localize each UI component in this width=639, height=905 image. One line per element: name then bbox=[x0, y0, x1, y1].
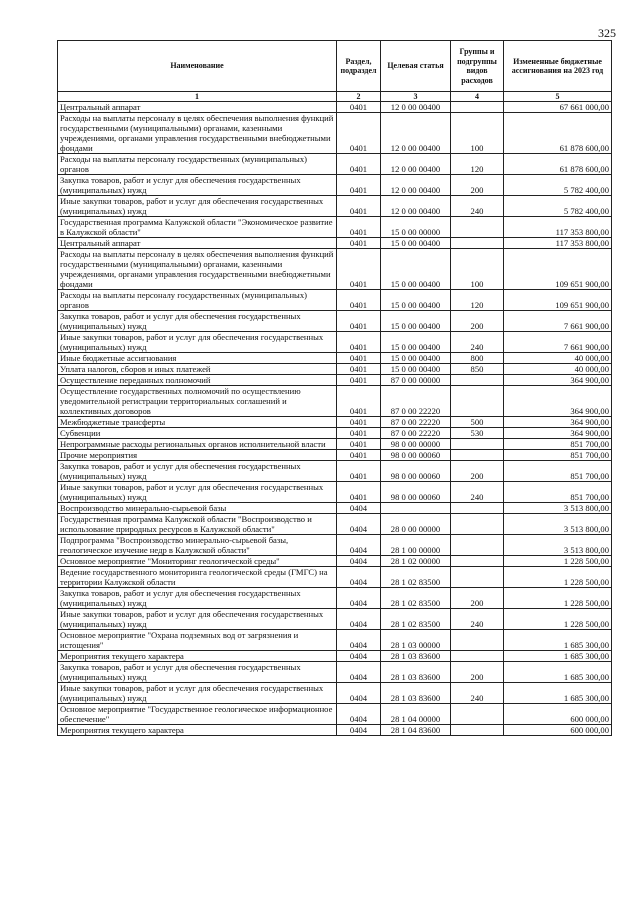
row-amount: 117 353 800,00 bbox=[504, 217, 612, 238]
table-row bbox=[58, 567, 612, 588]
row-section: 0401 bbox=[337, 417, 381, 428]
row-target-article: 28 1 03 83600 bbox=[381, 683, 451, 704]
row-section: 0401 bbox=[337, 175, 381, 196]
row-section: 0401 bbox=[337, 238, 381, 249]
row-name: Мероприятия текущего характера bbox=[58, 725, 337, 736]
row-name: Расходы на выплаты персоналу в целях обеспечения выполнения функций государственными (муниципальными) органами, казенными учреждениями, органами управления государственными внебюджетными фондами bbox=[58, 113, 337, 154]
row-amount: 5 782 400,00 bbox=[504, 175, 612, 196]
row-target-article: 87 0 00 22220 bbox=[381, 428, 451, 439]
row-name: Закупка товаров, работ и услуг для обеспечения государственных (муниципальных) нужд bbox=[58, 588, 337, 609]
row-section: 0401 bbox=[337, 102, 381, 113]
row-target-article bbox=[381, 503, 451, 514]
row-amount: 61 878 600,00 bbox=[504, 154, 612, 175]
row-name: Закупка товаров, работ и услуг для обеспечения государственных (муниципальных) нужд bbox=[58, 175, 337, 196]
row-target-article: 87 0 00 22220 bbox=[381, 417, 451, 428]
table-row bbox=[58, 450, 612, 461]
table-row bbox=[58, 683, 612, 704]
row-section: 0404 bbox=[337, 683, 381, 704]
row-target-article: 98 0 00 00060 bbox=[381, 461, 451, 482]
table-row bbox=[58, 482, 612, 503]
row-target-article: 15 0 00 00400 bbox=[381, 353, 451, 364]
header-group: Группы и подгруппы видов расходов bbox=[451, 41, 504, 92]
row-target-article: 15 0 00 00000 bbox=[381, 217, 451, 238]
row-amount: 7 661 900,00 bbox=[504, 332, 612, 353]
column-number-row bbox=[58, 92, 612, 102]
row-target-article: 12 0 00 00400 bbox=[381, 102, 451, 113]
table-row bbox=[58, 461, 612, 482]
row-name: Центральный аппарат bbox=[58, 102, 337, 113]
table-row bbox=[58, 704, 612, 725]
row-target-article: 28 1 02 83500 bbox=[381, 588, 451, 609]
table-row bbox=[58, 249, 612, 290]
row-name: Закупка товаров, работ и услуг для обеспечения государственных (муниципальных) нужд bbox=[58, 311, 337, 332]
row-target-article: 28 1 00 00000 bbox=[381, 535, 451, 556]
row-name: Иные закупки товаров, работ и услуг для обеспечения государственных (муниципальных) нужд bbox=[58, 609, 337, 630]
table-row bbox=[58, 154, 612, 175]
row-section: 0401 bbox=[337, 450, 381, 461]
table-row bbox=[58, 290, 612, 311]
row-amount: 364 900,00 bbox=[504, 375, 612, 386]
row-expense-group bbox=[451, 102, 504, 113]
row-expense-group: 100 bbox=[451, 113, 504, 154]
row-target-article: 28 1 02 00000 bbox=[381, 556, 451, 567]
header-target: Целевая статья bbox=[381, 41, 451, 92]
table-row bbox=[58, 630, 612, 651]
row-name: Иные закупки товаров, работ и услуг для обеспечения государственных (муниципальных) нужд bbox=[58, 196, 337, 217]
row-expense-group bbox=[451, 514, 504, 535]
row-amount: 1 228 500,00 bbox=[504, 609, 612, 630]
row-section: 0401 bbox=[337, 217, 381, 238]
row-expense-group: 200 bbox=[451, 662, 504, 683]
row-name: Осуществление переданных полномочий bbox=[58, 375, 337, 386]
row-name: Подпрограмма "Воспроизводство минерально-сырьевой базы, геологическое изучение недр в Калужской области" bbox=[58, 535, 337, 556]
row-expense-group: 240 bbox=[451, 196, 504, 217]
row-section: 0401 bbox=[337, 311, 381, 332]
row-amount: 1 685 300,00 bbox=[504, 683, 612, 704]
table-row bbox=[58, 217, 612, 238]
table-row bbox=[58, 662, 612, 683]
row-expense-group bbox=[451, 217, 504, 238]
row-section: 0404 bbox=[337, 535, 381, 556]
table-row bbox=[58, 102, 612, 113]
row-expense-group bbox=[451, 725, 504, 736]
row-amount: 1 228 500,00 bbox=[504, 556, 612, 567]
row-expense-group: 800 bbox=[451, 353, 504, 364]
column-number: 1 bbox=[58, 92, 337, 102]
table-row bbox=[58, 651, 612, 662]
row-name: Расходы на выплаты персоналу государственных (муниципальных) органов bbox=[58, 290, 337, 311]
row-target-article: 98 0 00 00060 bbox=[381, 450, 451, 461]
row-section: 0401 bbox=[337, 113, 381, 154]
row-expense-group: 240 bbox=[451, 482, 504, 503]
row-name: Мероприятия текущего характера bbox=[58, 651, 337, 662]
row-name: Ведение государственного мониторинга геологической среды (ГМГС) на территории Калужской области bbox=[58, 567, 337, 588]
row-expense-group bbox=[451, 450, 504, 461]
row-target-article: 98 0 00 00060 bbox=[381, 482, 451, 503]
table-row bbox=[58, 353, 612, 364]
row-amount: 109 651 900,00 bbox=[504, 290, 612, 311]
row-amount: 851 700,00 bbox=[504, 461, 612, 482]
row-amount: 1 685 300,00 bbox=[504, 630, 612, 651]
row-name: Закупка товаров, работ и услуг для обеспечения государственных (муниципальных) нужд bbox=[58, 662, 337, 683]
header-section: Раздел, подраздел bbox=[337, 41, 381, 92]
column-number: 4 bbox=[451, 92, 504, 102]
table-row bbox=[58, 428, 612, 439]
row-amount: 3 513 800,00 bbox=[504, 503, 612, 514]
row-section: 0401 bbox=[337, 428, 381, 439]
row-name: Субвенции bbox=[58, 428, 337, 439]
budget-table bbox=[57, 40, 612, 736]
table-row bbox=[58, 514, 612, 535]
row-target-article: 15 0 00 00400 bbox=[381, 332, 451, 353]
row-name: Иные закупки товаров, работ и услуг для обеспечения государственных (муниципальных) нужд bbox=[58, 683, 337, 704]
row-target-article: 28 1 04 83600 bbox=[381, 725, 451, 736]
table-row bbox=[58, 113, 612, 154]
row-name: Расходы на выплаты персоналу государственных (муниципальных) органов bbox=[58, 154, 337, 175]
row-amount: 5 782 400,00 bbox=[504, 196, 612, 217]
row-section: 0404 bbox=[337, 662, 381, 683]
row-section: 0401 bbox=[337, 439, 381, 450]
row-section: 0401 bbox=[337, 290, 381, 311]
row-name: Иные закупки товаров, работ и услуг для обеспечения государственных (муниципальных) нужд bbox=[58, 482, 337, 503]
row-amount: 61 878 600,00 bbox=[504, 113, 612, 154]
row-amount: 1 685 300,00 bbox=[504, 662, 612, 683]
row-expense-group bbox=[451, 630, 504, 651]
row-target-article: 15 0 00 00400 bbox=[381, 249, 451, 290]
row-section: 0401 bbox=[337, 332, 381, 353]
table-row bbox=[58, 311, 612, 332]
row-amount: 40 000,00 bbox=[504, 364, 612, 375]
row-amount: 117 353 800,00 bbox=[504, 238, 612, 249]
row-expense-group: 100 bbox=[451, 249, 504, 290]
row-name: Государственная программа Калужской области "Воспроизводство и использование природных ресурсов в Калужской области" bbox=[58, 514, 337, 535]
row-section: 0401 bbox=[337, 154, 381, 175]
row-amount: 1 685 300,00 bbox=[504, 651, 612, 662]
row-expense-group bbox=[451, 503, 504, 514]
row-name: Центральный аппарат bbox=[58, 238, 337, 249]
row-expense-group: 240 bbox=[451, 332, 504, 353]
row-expense-group: 120 bbox=[451, 154, 504, 175]
row-name: Иные бюджетные ассигнования bbox=[58, 353, 337, 364]
row-section: 0404 bbox=[337, 704, 381, 725]
row-amount: 600 000,00 bbox=[504, 725, 612, 736]
row-expense-group: 200 bbox=[451, 311, 504, 332]
row-target-article: 87 0 00 22220 bbox=[381, 386, 451, 417]
row-expense-group: 850 bbox=[451, 364, 504, 375]
row-section: 0401 bbox=[337, 196, 381, 217]
row-target-article: 28 1 03 00000 bbox=[381, 630, 451, 651]
row-amount: 67 661 000,00 bbox=[504, 102, 612, 113]
row-expense-group: 530 bbox=[451, 428, 504, 439]
row-section: 0401 bbox=[337, 375, 381, 386]
row-expense-group bbox=[451, 439, 504, 450]
row-section: 0401 bbox=[337, 482, 381, 503]
column-number: 5 bbox=[504, 92, 612, 102]
row-amount: 109 651 900,00 bbox=[504, 249, 612, 290]
row-section: 0401 bbox=[337, 461, 381, 482]
row-expense-group bbox=[451, 386, 504, 417]
row-name: Иные закупки товаров, работ и услуг для обеспечения государственных (муниципальных) нужд bbox=[58, 332, 337, 353]
row-expense-group: 120 bbox=[451, 290, 504, 311]
row-section: 0404 bbox=[337, 588, 381, 609]
row-name: Закупка товаров, работ и услуг для обеспечения государственных (муниципальных) нужд bbox=[58, 461, 337, 482]
table-row bbox=[58, 588, 612, 609]
row-expense-group bbox=[451, 238, 504, 249]
row-section: 0404 bbox=[337, 609, 381, 630]
row-section: 0401 bbox=[337, 364, 381, 375]
column-number: 3 bbox=[381, 92, 451, 102]
row-section: 0404 bbox=[337, 651, 381, 662]
row-expense-group bbox=[451, 567, 504, 588]
row-amount: 364 900,00 bbox=[504, 417, 612, 428]
row-target-article: 28 1 03 83600 bbox=[381, 651, 451, 662]
row-name: Прочие мероприятия bbox=[58, 450, 337, 461]
row-name: Государственная программа Калужской области "Экономическое развитие в Калужской области" bbox=[58, 217, 337, 238]
row-name: Межбюджетные трансферты bbox=[58, 417, 337, 428]
row-expense-group: 500 bbox=[451, 417, 504, 428]
row-expense-group bbox=[451, 651, 504, 662]
row-name: Воспроизводство минерально-сырьевой базы bbox=[58, 503, 337, 514]
table-body bbox=[58, 102, 612, 736]
row-section: 0401 bbox=[337, 249, 381, 290]
row-target-article: 87 0 00 00000 bbox=[381, 375, 451, 386]
row-section: 0404 bbox=[337, 630, 381, 651]
row-section: 0404 bbox=[337, 567, 381, 588]
row-target-article: 15 0 00 00400 bbox=[381, 311, 451, 332]
row-expense-group bbox=[451, 535, 504, 556]
row-target-article: 12 0 00 00400 bbox=[381, 154, 451, 175]
table-row bbox=[58, 332, 612, 353]
page-number: 325 bbox=[598, 26, 616, 40]
row-target-article: 15 0 00 00400 bbox=[381, 290, 451, 311]
column-number: 2 bbox=[337, 92, 381, 102]
row-expense-group: 240 bbox=[451, 683, 504, 704]
row-amount: 600 000,00 bbox=[504, 704, 612, 725]
row-name: Расходы на выплаты персоналу в целях обеспечения выполнения функций государственными (муниципальными) органами, казенными учреждениями, органами управления государственными внебюджетными фондами bbox=[58, 249, 337, 290]
row-amount: 1 228 500,00 bbox=[504, 567, 612, 588]
row-amount: 7 661 900,00 bbox=[504, 311, 612, 332]
row-expense-group bbox=[451, 375, 504, 386]
row-amount: 851 700,00 bbox=[504, 482, 612, 503]
row-amount: 364 900,00 bbox=[504, 428, 612, 439]
row-section: 0401 bbox=[337, 353, 381, 364]
row-target-article: 28 1 02 83500 bbox=[381, 609, 451, 630]
row-target-article: 12 0 00 00400 bbox=[381, 113, 451, 154]
row-expense-group: 200 bbox=[451, 461, 504, 482]
table-row bbox=[58, 725, 612, 736]
row-target-article: 28 1 03 83600 bbox=[381, 662, 451, 683]
row-section: 0404 bbox=[337, 514, 381, 535]
row-target-article: 12 0 00 00400 bbox=[381, 196, 451, 217]
row-amount: 851 700,00 bbox=[504, 439, 612, 450]
row-name: Основное мероприятие "Государственное геологическое информационное обеспечение" bbox=[58, 704, 337, 725]
table-row bbox=[58, 386, 612, 417]
row-target-article: 28 0 00 00000 bbox=[381, 514, 451, 535]
row-target-article: 15 0 00 00400 bbox=[381, 238, 451, 249]
row-target-article: 28 1 04 00000 bbox=[381, 704, 451, 725]
row-name: Непрограммные расходы региональных органов исполнительной власти bbox=[58, 439, 337, 450]
table-row bbox=[58, 175, 612, 196]
row-amount: 3 513 800,00 bbox=[504, 514, 612, 535]
row-name: Основное мероприятие "Охрана подземных вод от загрязнения и истощения" bbox=[58, 630, 337, 651]
row-section: 0404 bbox=[337, 556, 381, 567]
header-name: Наименование bbox=[58, 41, 337, 92]
row-amount: 3 513 800,00 bbox=[504, 535, 612, 556]
row-name: Осуществление государственных полномочий по осуществлению уведомительной регистрации территориальных соглашений и коллективных договоров bbox=[58, 386, 337, 417]
row-section: 0404 bbox=[337, 725, 381, 736]
row-expense-group: 200 bbox=[451, 588, 504, 609]
row-target-article: 98 0 00 00000 bbox=[381, 439, 451, 450]
row-section: 0404 bbox=[337, 503, 381, 514]
row-name: Основное мероприятие "Мониторинг геологической среды" bbox=[58, 556, 337, 567]
table-row bbox=[58, 417, 612, 428]
table-header-row bbox=[58, 41, 612, 92]
row-amount: 40 000,00 bbox=[504, 353, 612, 364]
table-row bbox=[58, 364, 612, 375]
row-expense-group: 240 bbox=[451, 609, 504, 630]
row-section: 0401 bbox=[337, 386, 381, 417]
table-row bbox=[58, 439, 612, 450]
row-amount: 851 700,00 bbox=[504, 450, 612, 461]
table-row bbox=[58, 503, 612, 514]
row-amount: 364 900,00 bbox=[504, 386, 612, 417]
table-row bbox=[58, 196, 612, 217]
table-row bbox=[58, 556, 612, 567]
row-amount: 1 228 500,00 bbox=[504, 588, 612, 609]
row-expense-group: 200 bbox=[451, 175, 504, 196]
row-target-article: 28 1 02 83500 bbox=[381, 567, 451, 588]
table-row bbox=[58, 609, 612, 630]
row-target-article: 12 0 00 00400 bbox=[381, 175, 451, 196]
row-name: Уплата налогов, сборов и иных платежей bbox=[58, 364, 337, 375]
table-row bbox=[58, 238, 612, 249]
table-row bbox=[58, 375, 612, 386]
header-amount: Измененные бюджетные ассигнования на 2023 год bbox=[504, 41, 612, 92]
row-target-article: 15 0 00 00400 bbox=[381, 364, 451, 375]
table-row bbox=[58, 535, 612, 556]
row-expense-group bbox=[451, 704, 504, 725]
row-expense-group bbox=[451, 556, 504, 567]
